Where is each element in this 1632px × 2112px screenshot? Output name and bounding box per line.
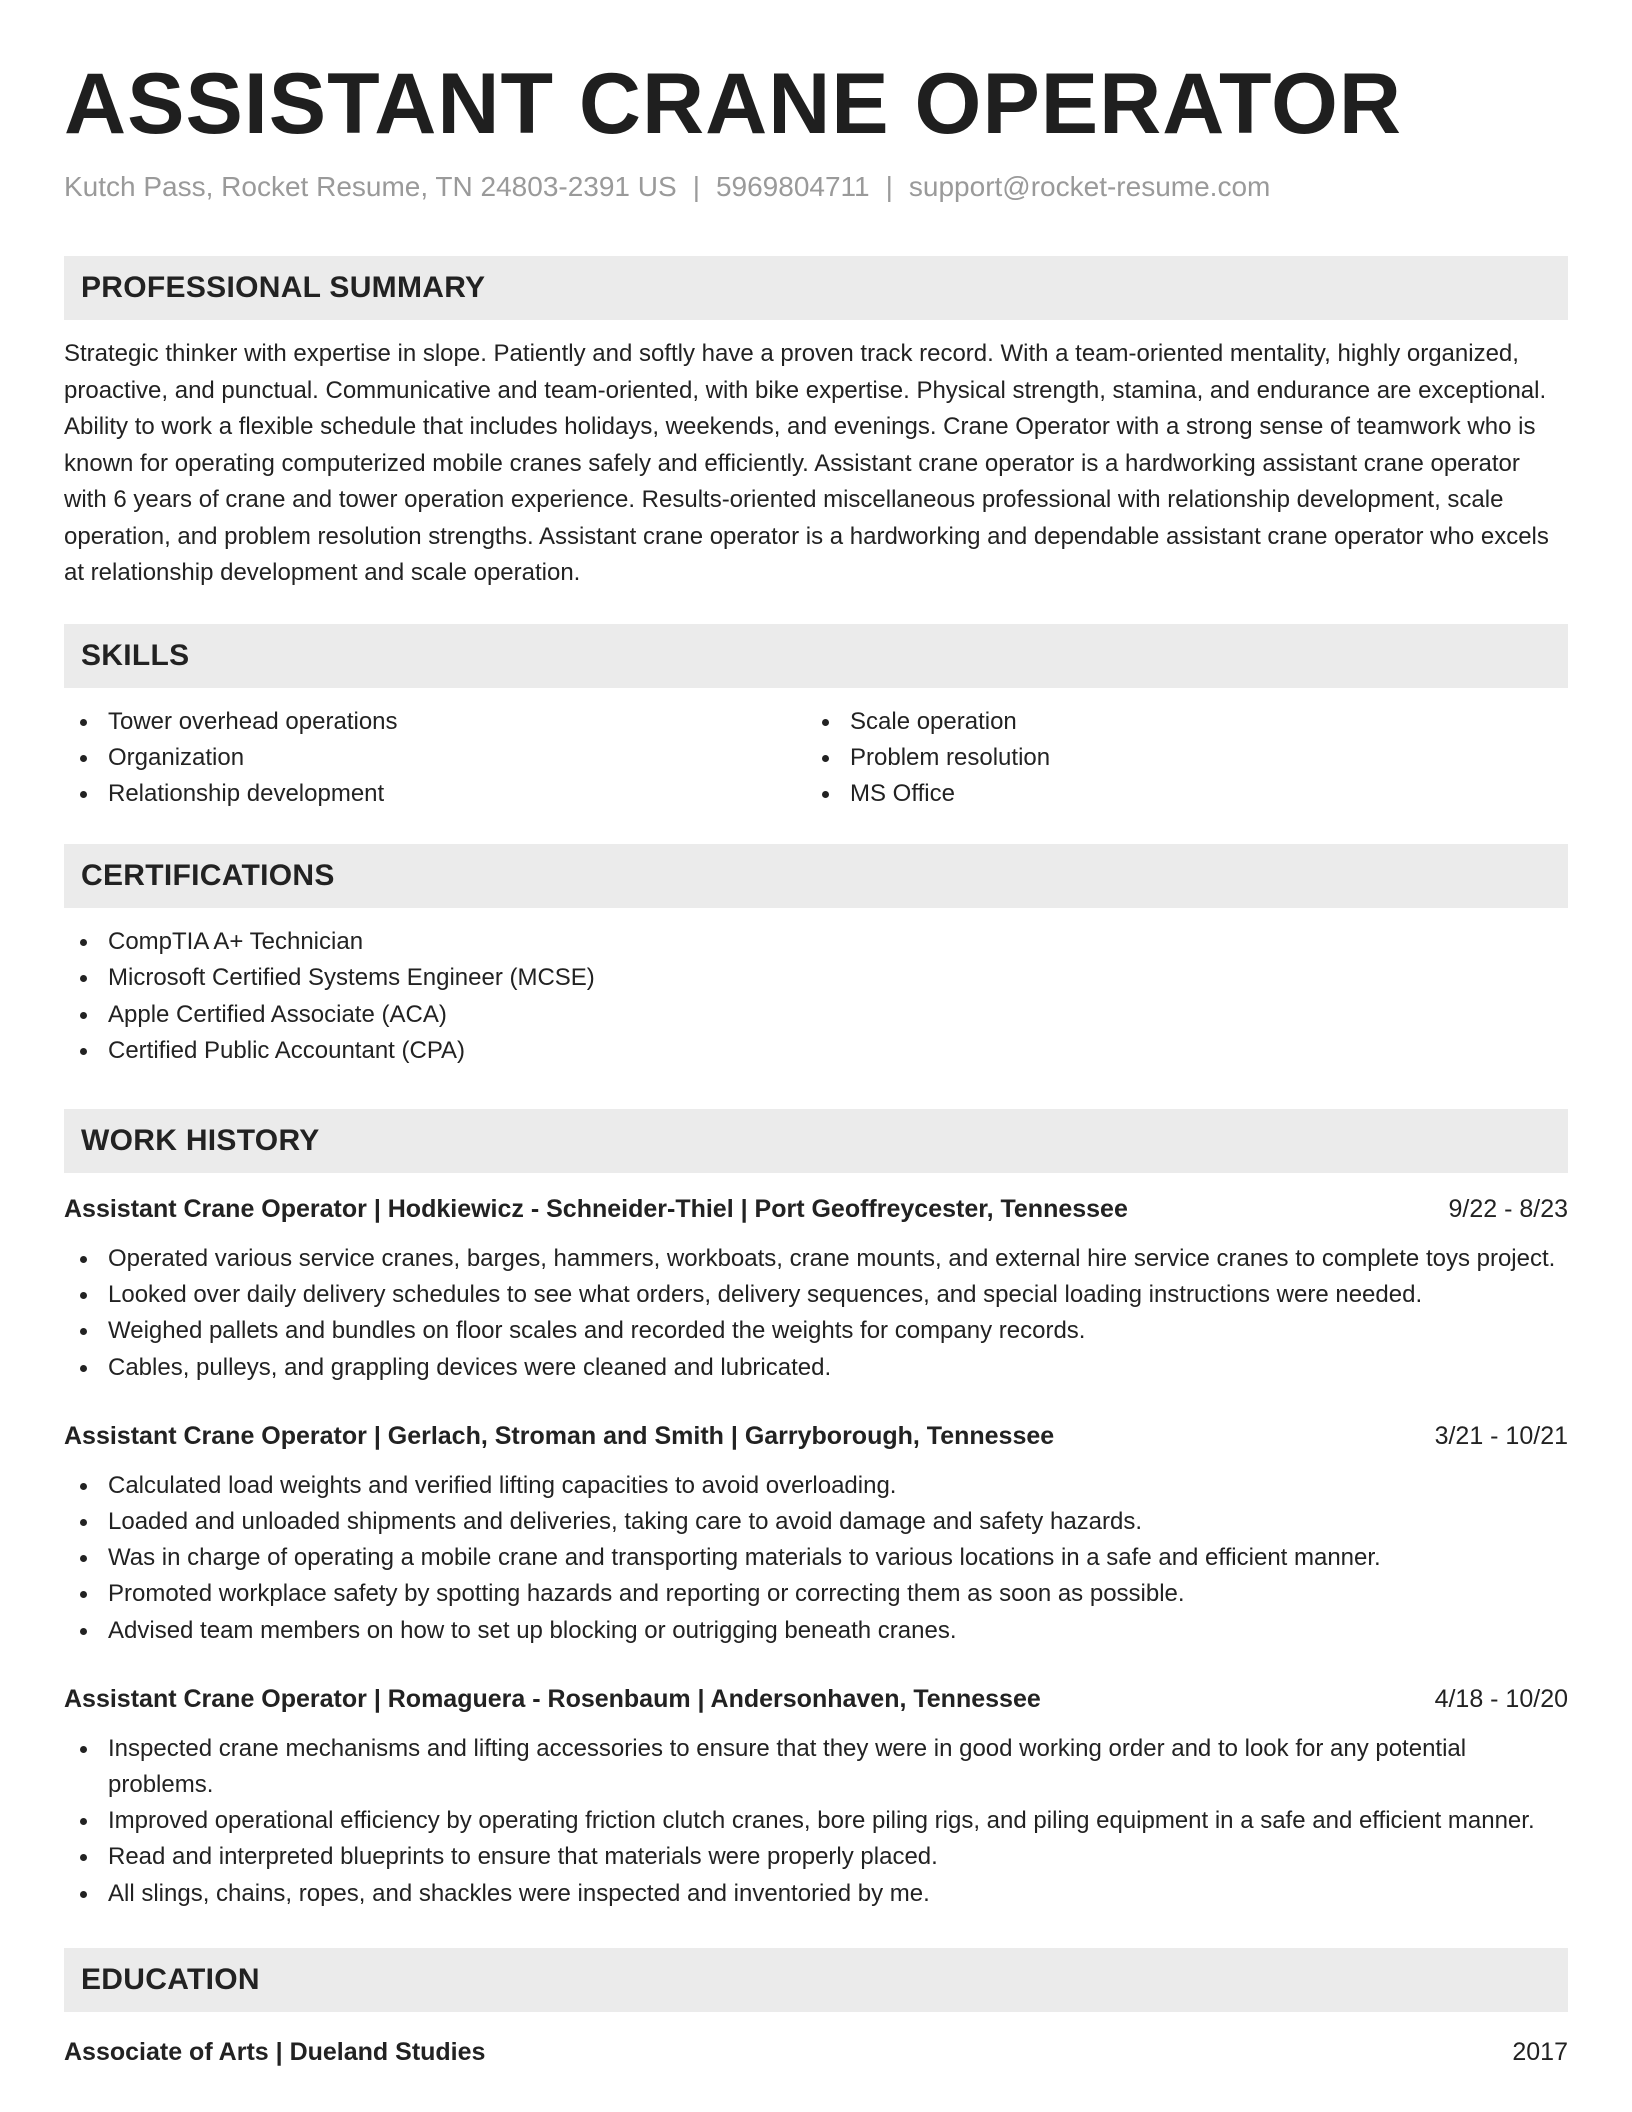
job-bullet: Advised team members on how to set up blocking or outrigging beneath cranes.	[64, 1613, 1568, 1649]
section-header-work-history	[64, 1109, 1568, 1173]
education-year: 2017	[1512, 2037, 1568, 2066]
job-bullet: Weighed pallets and bundles on floor scales and recorded the weights for company records.	[64, 1313, 1568, 1349]
certification-item: Apple Certified Associate (ACA)	[64, 997, 1568, 1033]
section-title-certifications: CERTIFICATIONS	[81, 859, 335, 893]
job-entry	[64, 1681, 1568, 1912]
job-bullet: Calculated load weights and verified lifting capacities to avoid overloading.	[64, 1468, 1568, 1504]
certification-item: CompTIA A+ Technician	[64, 924, 1568, 960]
job-bullet: Cables, pulleys, and grappling devices were cleaned and lubricated.	[64, 1350, 1568, 1386]
contact-separator: |	[692, 171, 700, 202]
job-bullet: Operated various service cranes, barges, hammers, workboats, crane mounts, and external hire service cranes to complete toys project.	[64, 1241, 1568, 1277]
job-title: Assistant Crane Operator | Gerlach, Stroman and Smith | Garryborough, Tennessee	[64, 1421, 1055, 1450]
certification-item: Certified Public Accountant (CPA)	[64, 1033, 1568, 1069]
job-title: Assistant Crane Operator | Romaguera - Rosenbaum | Andersonhaven, Tennessee	[64, 1684, 1041, 1713]
job-bullet: Was in charge of operating a mobile crane and transporting materials to various locations in a safe and efficient manner.	[64, 1540, 1568, 1576]
education-title: Associate of Arts | Dueland Studies	[64, 2037, 486, 2066]
section-title-summary: PROFESSIONAL SUMMARY	[81, 271, 486, 304]
job-bullet: Looked over daily delivery schedules to see what orders, delivery sequences, and special loading instructions were needed.	[64, 1277, 1568, 1313]
summary-text: Strategic thinker with expertise in slope. Patiently and softly have a proven track record. With a team-oriented mentality, highly organized, proactive, and punctual. Communicative and team-oriented, with bike expertise. Physical strength, stamina, and endurance are exceptional. Ability to work a flexible schedule that includes holidays, weekends, and evenings. Crane Operator with a strong sense of teamwork who is known for operating computerized mobile cranes safely and efficiently. Assistant crane operator is a hardworking assistant crane operator with 6 years of crane and tower operation experience. Results-oriented miscellaneous professional with relationship development, scale operation, and problem resolution strengths. Assistant crane operator is a hardworking and dependable assistant crane operator who excels at relationship development and scale operation.	[64, 340, 1549, 586]
section-title-skills: SKILLS	[81, 638, 190, 672]
certifications-list	[64, 924, 1568, 1069]
job-bullet: All slings, chains, ropes, and shackles were inspected and inventoried by me.	[64, 1876, 1568, 1912]
job-bullets	[64, 1468, 1568, 1649]
skills-column-right	[806, 704, 1548, 813]
job-bullets	[64, 1731, 1568, 1912]
job-bullets	[64, 1241, 1568, 1386]
section-title-work-history: WORK HISTORY	[81, 1123, 320, 1157]
job-header	[64, 1681, 1568, 1717]
contact-address: Kutch Pass, Rocket Resume, TN 24803-2391 US	[64, 171, 677, 202]
job-dates: 9/22 - 8/23	[1448, 1194, 1568, 1223]
skill-item: Organization	[64, 740, 806, 776]
skills-list	[64, 704, 1568, 813]
job-header	[64, 1191, 1568, 1227]
job-bullet: Improved operational efficiency by operating friction clutch cranes, bore piling rigs, and piling equipment in a safe and efficient manner.	[64, 1803, 1568, 1839]
education-entry	[64, 2034, 1568, 2070]
job-bullet: Loaded and unloaded shipments and deliveries, taking care to avoid damage and safety hazards.	[64, 1504, 1568, 1540]
job-bullet: Read and interpreted blueprints to ensure that materials were properly placed.	[64, 1839, 1568, 1875]
job-dates: 4/18 - 10/20	[1434, 1684, 1568, 1713]
section-header-education	[64, 1948, 1568, 2012]
job-title: Assistant Crane Operator | Hodkiewicz - Schneider-Thiel | Port Geoffreycester, Tennessee	[64, 1194, 1128, 1223]
job-entry	[64, 1418, 1568, 1649]
skills-column-left	[64, 704, 806, 813]
contact-line	[64, 170, 1568, 204]
job-dates: 3/21 - 10/21	[1434, 1421, 1568, 1450]
contact-email: support@rocket-resume.com	[908, 171, 1271, 202]
contact-separator: |	[885, 171, 893, 202]
section-header-skills	[64, 624, 1568, 688]
resume-name: ASSISTANT CRANE OPERATOR	[64, 56, 1402, 152]
job-bullet: Promoted workplace safety by spotting hazards and reporting or correcting them as soon as possible.	[64, 1576, 1568, 1612]
section-title-education: EDUCATION	[81, 1962, 260, 1996]
skill-item: Tower overhead operations	[64, 704, 806, 740]
section-header-certifications	[64, 844, 1568, 908]
skill-item: Scale operation	[806, 704, 1548, 740]
skill-item: Problem resolution	[806, 740, 1548, 776]
skill-item: MS Office	[806, 776, 1548, 812]
certification-item: Microsoft Certified Systems Engineer (MCSE)	[64, 960, 1568, 996]
skill-item: Relationship development	[64, 776, 806, 812]
job-header	[64, 1418, 1568, 1454]
contact-phone: 5969804711	[715, 171, 870, 202]
job-entry	[64, 1191, 1568, 1386]
job-bullet: Inspected crane mechanisms and lifting accessories to ensure that they were in good working order and to look for any potential problems.	[64, 1731, 1568, 1803]
section-header-summary	[64, 256, 1568, 320]
